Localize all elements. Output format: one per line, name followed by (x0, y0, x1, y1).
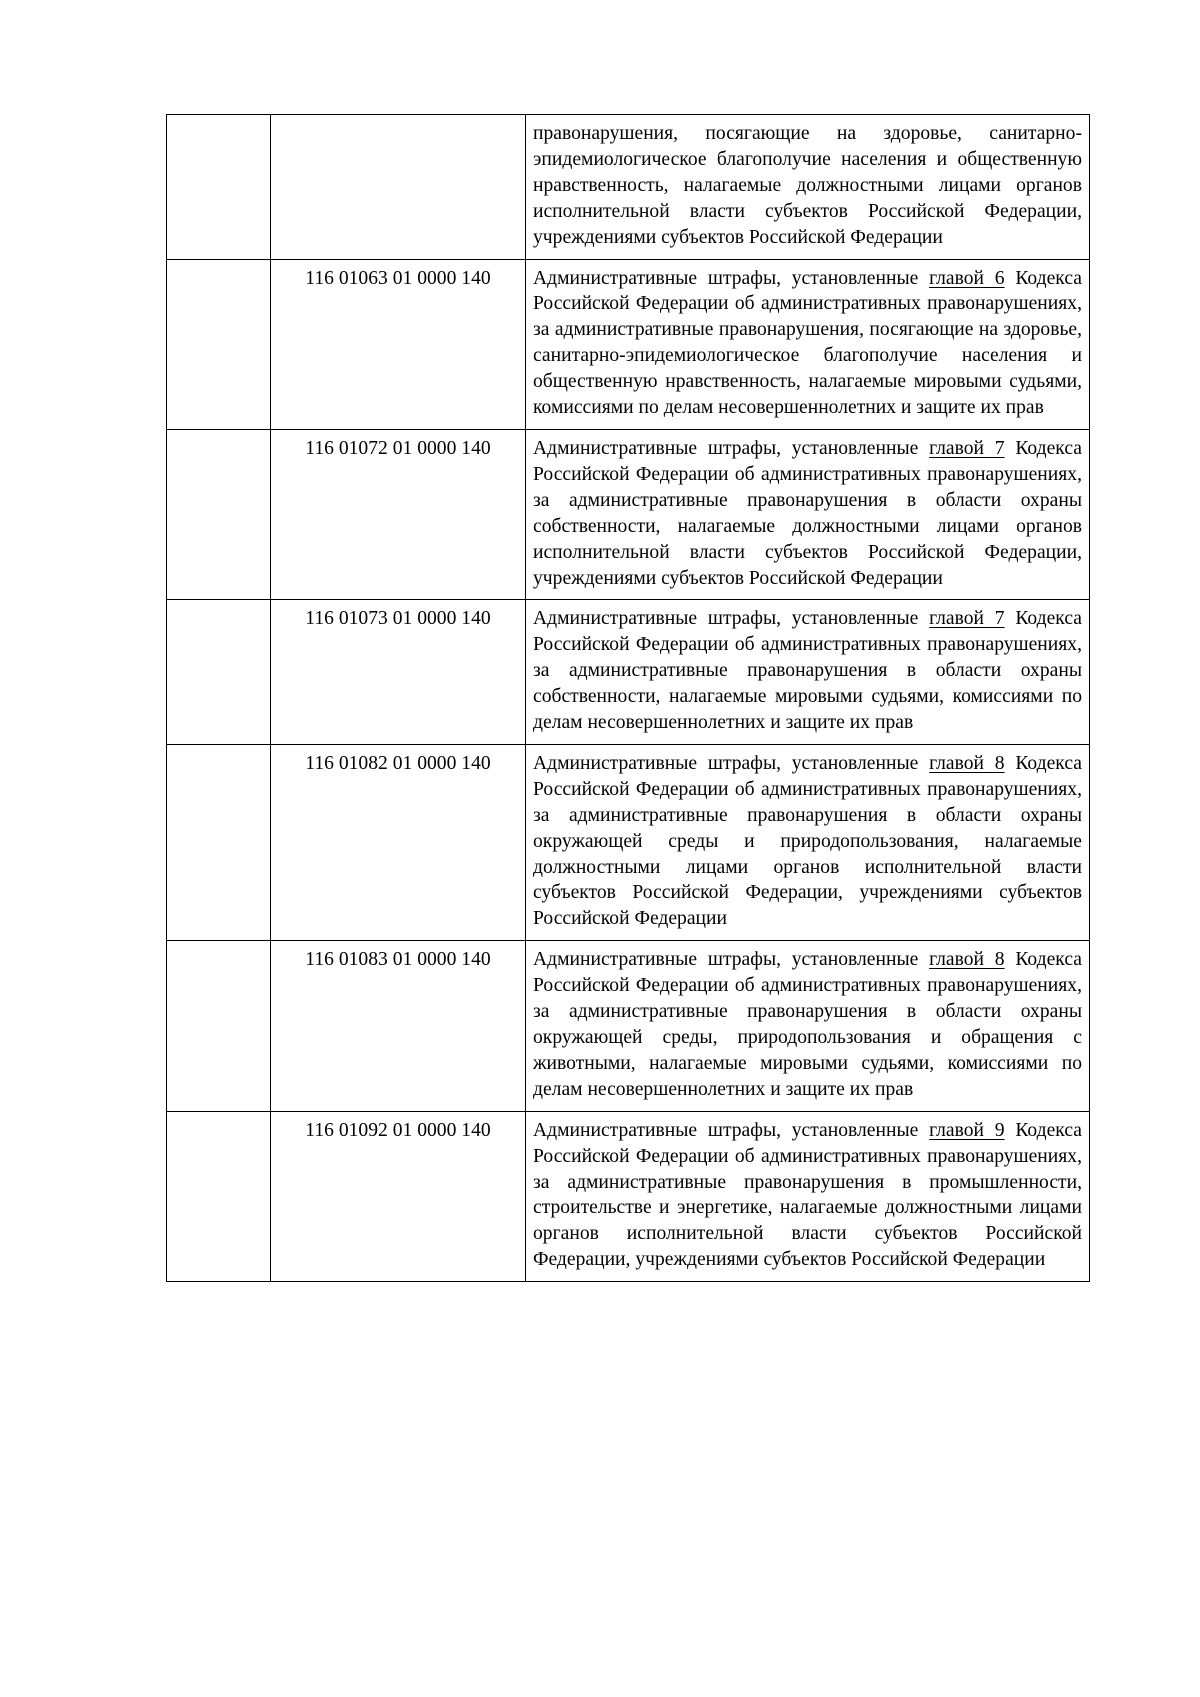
description-cell (526, 744, 1090, 940)
row-number-cell (167, 941, 271, 1111)
chapter-link[interactable]: главой 9 (929, 1119, 1005, 1141)
row-number-cell (167, 600, 271, 745)
fines-table (166, 114, 1090, 1282)
budget-code-cell: 116 01092 01 0000 140 (271, 1111, 526, 1281)
description-cell (526, 600, 1090, 745)
row-number-cell (167, 1111, 271, 1281)
table-row (167, 744, 1090, 940)
description-text: Административные штрафы, установленные (533, 752, 930, 774)
description-cell (526, 941, 1090, 1111)
description-text: Административные штрафы, установленные (533, 267, 930, 289)
table-row (167, 259, 1090, 429)
table-row (167, 115, 1090, 260)
description-cell (526, 115, 1090, 260)
table-row (167, 941, 1090, 1111)
table-row (167, 600, 1090, 745)
chapter-link[interactable]: главой 7 (929, 437, 1005, 459)
description-text: Кодекса Российской Федерации об административных правонарушениях, за административные правонарушения, посягающие на здоровье, санитарно-эпидемиологическое благополучие населения и общественную нравственность, налагаемые мировыми судьями, комиссиями по делам несовершеннолетних и защите их прав (533, 267, 1082, 419)
description-text: Кодекса Российской Федерации об административных правонарушениях, за административные правонарушения в промышленности, строительстве и энергетике, налагаемые должностными лицами органов исполнительной власти субъектов Российской Федерации, учреждениями субъектов Российской Федерации (533, 1119, 1082, 1271)
description-text: Кодекса Российской Федерации об административных правонарушениях, за административные правонарушения в области охраны собственности, налагаемые мировыми судьями, комиссиями по делам несовершеннолетних и защите их прав (533, 608, 1082, 734)
chapter-link[interactable]: главой 8 (929, 752, 1005, 774)
row-number-cell (167, 115, 271, 260)
table-row (167, 1111, 1090, 1281)
chapter-link[interactable]: главой 6 (929, 267, 1005, 289)
chapter-link[interactable]: главой 7 (929, 608, 1005, 630)
description-text: Кодекса Российской Федерации об административных правонарушениях, за административные правонарушения в области охраны собственности, налагаемые должностными лицами органов исполнительной власти субъектов Российской Федерации, учреждениями субъектов Российской Федерации (533, 437, 1082, 589)
description-cell (526, 1111, 1090, 1281)
description-cell (526, 429, 1090, 599)
description-text: Административные штрафы, установленные (533, 1119, 930, 1141)
description-text: Административные штрафы, установленные (533, 949, 930, 971)
row-number-cell (167, 744, 271, 940)
budget-code-cell: 116 01063 01 0000 140 (271, 259, 526, 429)
description-text: правонарушения, посягающие на здоровье, санитарно-эпидемиологическое благополучие населения и общественную нравственность, налагаемые должностными лицами органов исполнительной власти субъектов Российской Федерации, учреждениями субъектов Российской Федерации (533, 123, 1082, 248)
budget-code-cell: 116 01083 01 0000 140 (271, 941, 526, 1111)
budget-code-cell: 116 01073 01 0000 140 (271, 600, 526, 745)
chapter-link[interactable]: главой 8 (929, 949, 1005, 971)
budget-code-cell: 116 01082 01 0000 140 (271, 744, 526, 940)
description-cell (526, 259, 1090, 429)
description-text: Кодекса Российской Федерации об административных правонарушениях, за административные правонарушения в области охраны окружающей среды, природопользования и обращения с животными, налагаемые мировыми судьями, комиссиями по делам несовершеннолетних и защите их прав (533, 949, 1082, 1100)
document-page (166, 114, 1089, 1282)
description-text: Кодекса Российской Федерации об административных правонарушениях, за административные правонарушения в области охраны окружающей среды и природопользования, налагаемые должностными лицами органов исполнительной власти субъектов Российской Федерации, учреждениями субъектов Российской Федерации (533, 752, 1082, 930)
description-text: Административные штрафы, установленные (533, 437, 930, 459)
row-number-cell (167, 429, 271, 599)
table-row (167, 429, 1090, 599)
description-text: Административные штрафы, установленные (533, 608, 930, 630)
budget-code-cell (271, 115, 526, 260)
row-number-cell (167, 259, 271, 429)
budget-code-cell: 116 01072 01 0000 140 (271, 429, 526, 599)
